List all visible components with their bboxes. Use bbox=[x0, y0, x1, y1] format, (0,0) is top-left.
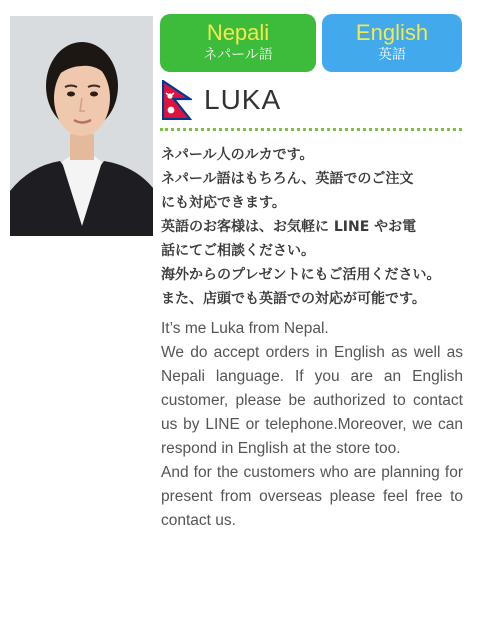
english-intro-paragraph: It’s me Luka from Nepal. bbox=[161, 320, 329, 337]
japanese-intro-line: ネパール人のルカです。 bbox=[161, 147, 314, 163]
japanese-intro-line: 話にてご相談ください。 bbox=[161, 243, 315, 259]
english-introduction bbox=[161, 317, 463, 533]
english-button-label: English bbox=[355, 20, 429, 45]
english-button-sub-label: 英語 bbox=[378, 47, 406, 63]
section-divider bbox=[160, 128, 462, 131]
japanese-intro-line: 英語のお客様は、お気軽に LINE やお電 bbox=[161, 219, 417, 235]
staff-portrait-image bbox=[10, 16, 153, 236]
staff-name-row bbox=[160, 76, 460, 126]
nepali-button-sub-label: ネパール語 bbox=[203, 47, 273, 63]
japanese-intro-line: にも対応できます。 bbox=[161, 195, 286, 211]
english-intro-paragraph: And for the customers who are planning for present from overseas please feel free to contact us. bbox=[161, 464, 463, 529]
english-intro-paragraph: We do accept orders in English as well as Nepali language. If you are an English customer, please be authorized to contact us by LINE or telephone.Moreover, we can respond in English at the store too. bbox=[161, 344, 463, 457]
staff-name: LUKA bbox=[204, 84, 282, 115]
staff-photo bbox=[10, 16, 153, 236]
japanese-introduction bbox=[161, 143, 465, 311]
english-language-button[interactable] bbox=[322, 14, 462, 72]
nepal-flag-icon bbox=[162, 80, 192, 120]
japanese-intro-line: ネパール語はもちろん、英語でのご注文 bbox=[161, 171, 414, 187]
japanese-intro-line: また、店頭でも英語での対応が可能です。 bbox=[161, 291, 426, 307]
nepali-language-button[interactable] bbox=[160, 14, 316, 72]
japanese-intro-line: 海外からのプレゼントにもご活用ください。 bbox=[161, 267, 441, 283]
nepali-button-label: Nepali bbox=[206, 20, 270, 45]
